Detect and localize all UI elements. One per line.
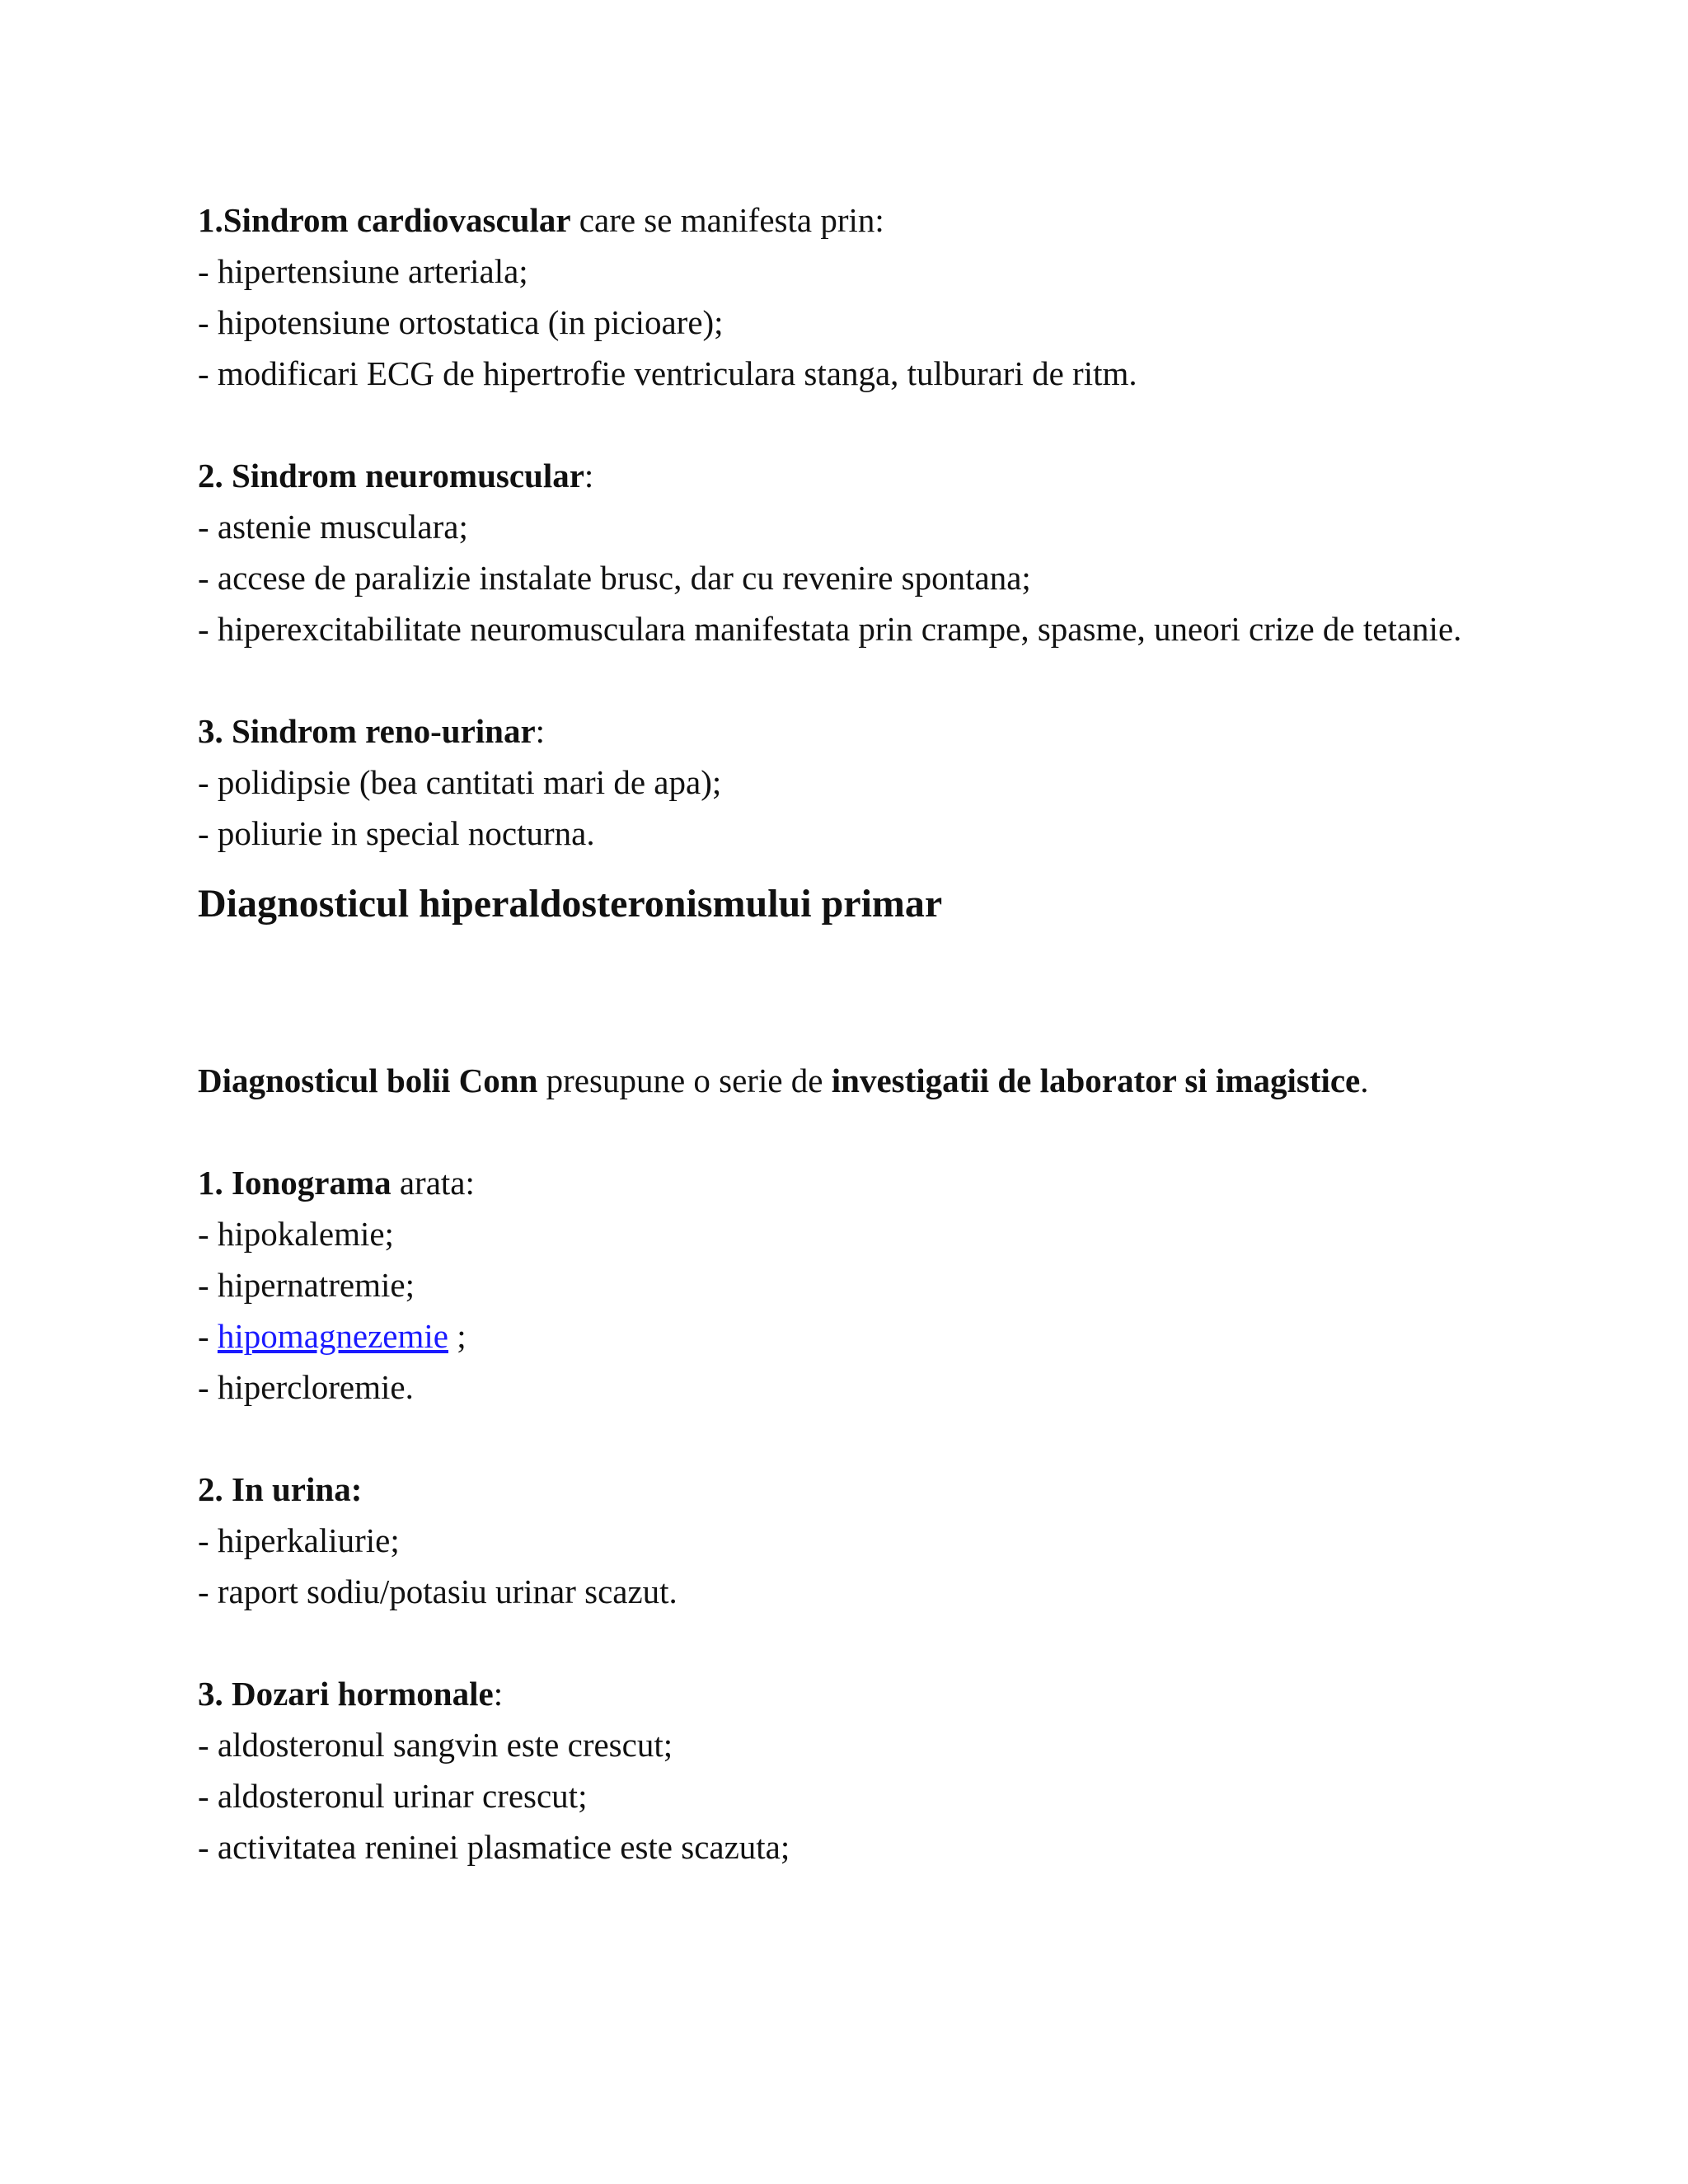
ionograma-item-suffix: ; (448, 1317, 467, 1355)
spacer (198, 931, 1500, 1055)
urina-item: - hiperkaliurie; (198, 1521, 400, 1559)
intro-text: presupune o serie de (537, 1062, 832, 1099)
hormonale-item: - activitatea reninei plasmatice este scazuta; (198, 1828, 790, 1866)
section-reno-title-bold: 3. Sindrom reno-urinar (198, 712, 536, 750)
hormonale-item: - aldosteronul sangvin este crescut; (198, 1726, 673, 1764)
ionograma-title-rest: arata: (391, 1164, 475, 1202)
hormonale-title-rest: : (493, 1675, 504, 1713)
neuro-item: - astenie musculara; (198, 508, 468, 546)
spacer (198, 654, 1500, 705)
ionograma-item: - hipokalemie; (198, 1215, 394, 1253)
ionograma-item-link-row (198, 1310, 1500, 1361)
section-neuro-title-bold: 2. Sindrom neuromuscular (198, 457, 584, 494)
cardio-item: - hipotensiune ortostatica (in picioare); (198, 303, 724, 341)
ionograma-title (198, 1157, 1500, 1208)
hormonale-item: - aldosteronul urinar crescut; (198, 1777, 588, 1815)
intro-paragraph (198, 1055, 1500, 1106)
neuro-item: - accese de paralizie instalate brusc, dar cu revenire spontana; (198, 559, 1031, 597)
intro-bold-investigatii: investigatii de laborator si imagistice (831, 1062, 1361, 1099)
ionograma-title-bold: 1. Ionograma (198, 1164, 392, 1202)
intro-bold-conn: Diagnosticul bolii Conn (198, 1062, 538, 1099)
spacer (198, 1106, 1500, 1157)
cardio-item: - hipertensiune arteriala; (198, 252, 528, 290)
spacer (198, 399, 1500, 450)
hormonale-title-bold: 3. Dozari hormonale (198, 1675, 494, 1713)
spacer (198, 859, 1500, 875)
section-neuro-title (198, 450, 1500, 501)
section-reno-title-rest: : (535, 712, 546, 750)
cardio-item: - modificari ECG de hipertrofie ventriculara stanga, tulburari de ritm. (198, 354, 1137, 392)
neuro-item: - hiperexcitabilitate neuromusculara manifestata prin crampe, spasme, uneori crize de tetanie. (198, 610, 1462, 648)
hipomagnezemie-link[interactable]: hipomagnezemie (217, 1317, 448, 1355)
section-cardio-title (198, 194, 1500, 246)
document-body (198, 194, 1500, 1872)
reno-item: - polidipsie (bea cantitati mari de apa); (198, 763, 722, 801)
ionograma-item: - hipernatremie; (198, 1266, 415, 1304)
ionograma-item-prefix: - (198, 1317, 218, 1355)
page-heading: Diagnosticul hiperaldosteronismului primar (198, 882, 943, 926)
section-reno-title (198, 705, 1500, 757)
ionograma-item: - hipercloremie. (198, 1368, 414, 1406)
reno-item: - poliurie in special nocturna. (198, 814, 595, 852)
section-cardio-title-bold: 1.Sindrom cardiovascular (198, 201, 571, 239)
urina-title (198, 1464, 1500, 1515)
section-neuro-title-rest: : (584, 457, 594, 494)
hormonale-title (198, 1668, 1500, 1719)
urina-item: - raport sodiu/potasiu urinar scazut. (198, 1572, 678, 1610)
spacer (198, 1617, 1500, 1668)
urina-title-bold: 2. In urina: (198, 1470, 363, 1508)
section-cardio-title-rest: care se manifesta prin: (570, 201, 884, 239)
intro-text-end: . (1360, 1062, 1369, 1099)
spacer (198, 1413, 1500, 1464)
